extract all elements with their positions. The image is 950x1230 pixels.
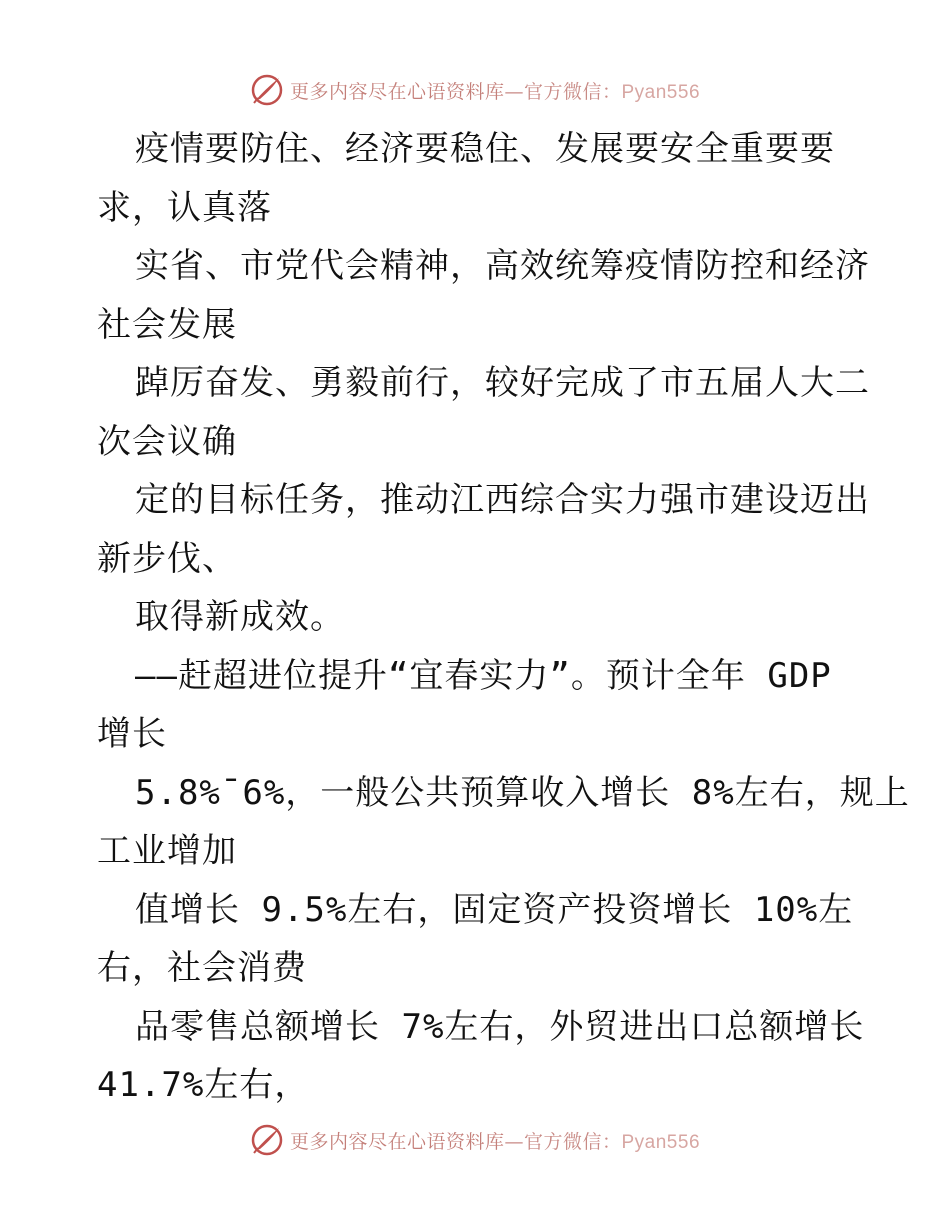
header-separator: —	[504, 80, 524, 103]
text-line: 社会发展	[97, 304, 237, 345]
footer-wechat-label: 官方微信：	[523, 1130, 622, 1153]
footer-wechat-id: Pyan556	[621, 1131, 701, 1153]
footer-brand: 更多内容尽在心语资料库	[289, 1130, 505, 1153]
footer-watermark-text	[290, 1127, 700, 1154]
header-watermark	[0, 70, 950, 110]
footer-separator: —	[504, 1130, 524, 1153]
quill-logo-icon	[250, 73, 284, 107]
text-line: ——赶超进位提升“宜春实力”。预计全年 GDP	[135, 655, 832, 696]
text-line: 踔厉奋发、勇毅前行，较好完成了市五届人大二	[135, 363, 870, 403]
text-line: 取得新成效。	[135, 597, 345, 637]
text-line: 定的目标任务，推动江西综合实力强市建设迈出	[135, 480, 870, 520]
header-wechat-label: 官方微信：	[523, 80, 622, 103]
text-line: 工业增加	[97, 831, 237, 871]
text-line: 值增长 9.5%左右，固定资产投资增长 10%左	[135, 889, 854, 930]
footer-watermark	[0, 1120, 950, 1160]
header-brand: 更多内容尽在心语资料库	[289, 80, 505, 103]
text-line: 疫情要防住、经济要稳住、发展要安全重要要	[135, 129, 835, 169]
text-line: 新步伐、	[97, 538, 237, 579]
header-wechat-id: Pyan556	[621, 81, 701, 103]
text-line: 求，认真落	[97, 187, 272, 228]
text-line: 41.7%左右，	[97, 1065, 310, 1105]
document-body	[97, 120, 910, 1115]
text-line: 品零售总额增长 7%左右，外贸进出口总额增长	[135, 1006, 865, 1047]
text-line: 右，社会消费	[97, 948, 307, 988]
text-line: 次会议确	[97, 421, 237, 462]
text-line: 5.8%¯6%，一般公共预算收入增长 8%左右，规上	[135, 772, 910, 813]
quill-logo-icon	[250, 1123, 284, 1157]
text-line: 增长	[97, 714, 167, 754]
text-line: 实省、市党代会精神，高效统筹疫情防控和经济	[135, 246, 870, 286]
header-watermark-text	[290, 77, 700, 104]
